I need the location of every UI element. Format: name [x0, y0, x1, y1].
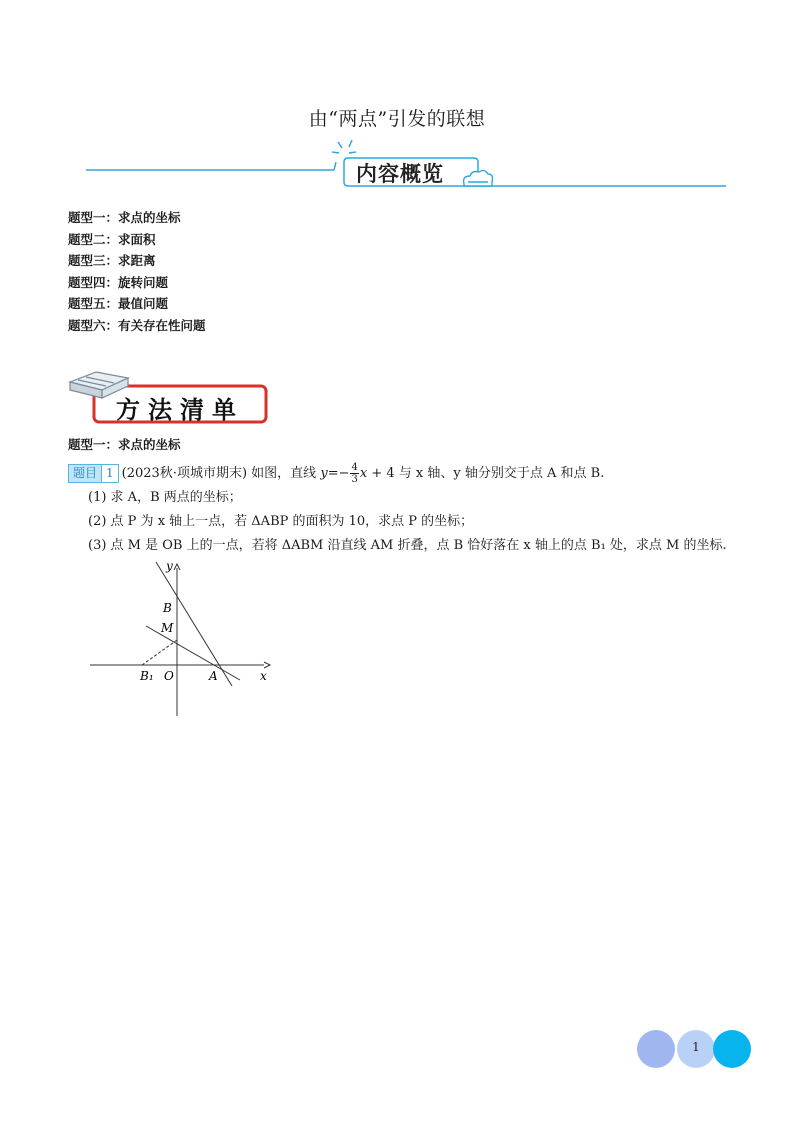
toc-item: 题型二：求面积	[68, 231, 156, 247]
pager-circle-right	[713, 1030, 751, 1068]
section-heading: 题型一：求点的坐标	[68, 437, 181, 452]
toc-item: 题型一：求点的坐标	[68, 210, 181, 225]
label-x: x	[260, 669, 267, 683]
problem-source: (2023秋·项城市期末)	[121, 466, 248, 481]
question-1: (1) 求 A，B 两点的坐标；	[88, 490, 242, 505]
stem-text: 如图，直线	[251, 466, 317, 481]
label-o: O	[164, 669, 174, 683]
x-axis-arrow	[264, 662, 270, 668]
label-a: A	[209, 669, 218, 683]
pager-circle-left	[637, 1030, 675, 1068]
page-number: 1	[692, 1040, 700, 1054]
problem-stem	[68, 462, 758, 486]
toc-item: 题型六：有关存在性问题	[68, 317, 206, 333]
problem-number: 1	[102, 464, 119, 483]
stem-text-end: 与 x 轴、y 轴分别交于点 A 和点 B.	[398, 466, 605, 481]
equation-equals: =−	[327, 466, 350, 481]
label-b: B	[163, 601, 172, 615]
label-y: y	[166, 559, 173, 573]
problem-tag: 题目	[68, 464, 102, 483]
overview-label: 内容概览	[356, 162, 444, 186]
cloud-icon	[464, 170, 493, 186]
equation-fraction: $\frac{4}{3}$	[351, 462, 358, 485]
toc-item: 题型三：求距离	[68, 253, 156, 269]
label-m: M	[161, 621, 174, 635]
coordinate-figure	[86, 556, 276, 721]
label-b1: B₁	[140, 669, 154, 683]
sparkle-icon	[332, 140, 356, 153]
table-of-contents	[68, 207, 206, 337]
question-3: (3) 点 M 是 OB 上的一点，若将 ΔABM 沿直线 AM 折叠，点 B 恰好落在 x 轴上的点 B₁ 处，求点 M 的坐标.	[88, 538, 727, 553]
segment-b1m	[142, 640, 177, 665]
method-label: 方法清单	[116, 396, 244, 424]
question-2: (2) 点 P 为 x 轴上一点，若 ΔABP 的面积为 10，求点 P 的坐标；	[88, 514, 474, 529]
equation-lhs: y	[320, 466, 328, 481]
equation-rest: + 4	[371, 466, 395, 481]
toc-item: 题型四：旋转问题	[68, 274, 169, 290]
toc-item: 题型五：最值问题	[68, 296, 169, 312]
page-title: 由“两点”引发的联想	[308, 108, 486, 130]
problem-block	[68, 462, 758, 558]
equation-variable: x	[359, 466, 368, 481]
